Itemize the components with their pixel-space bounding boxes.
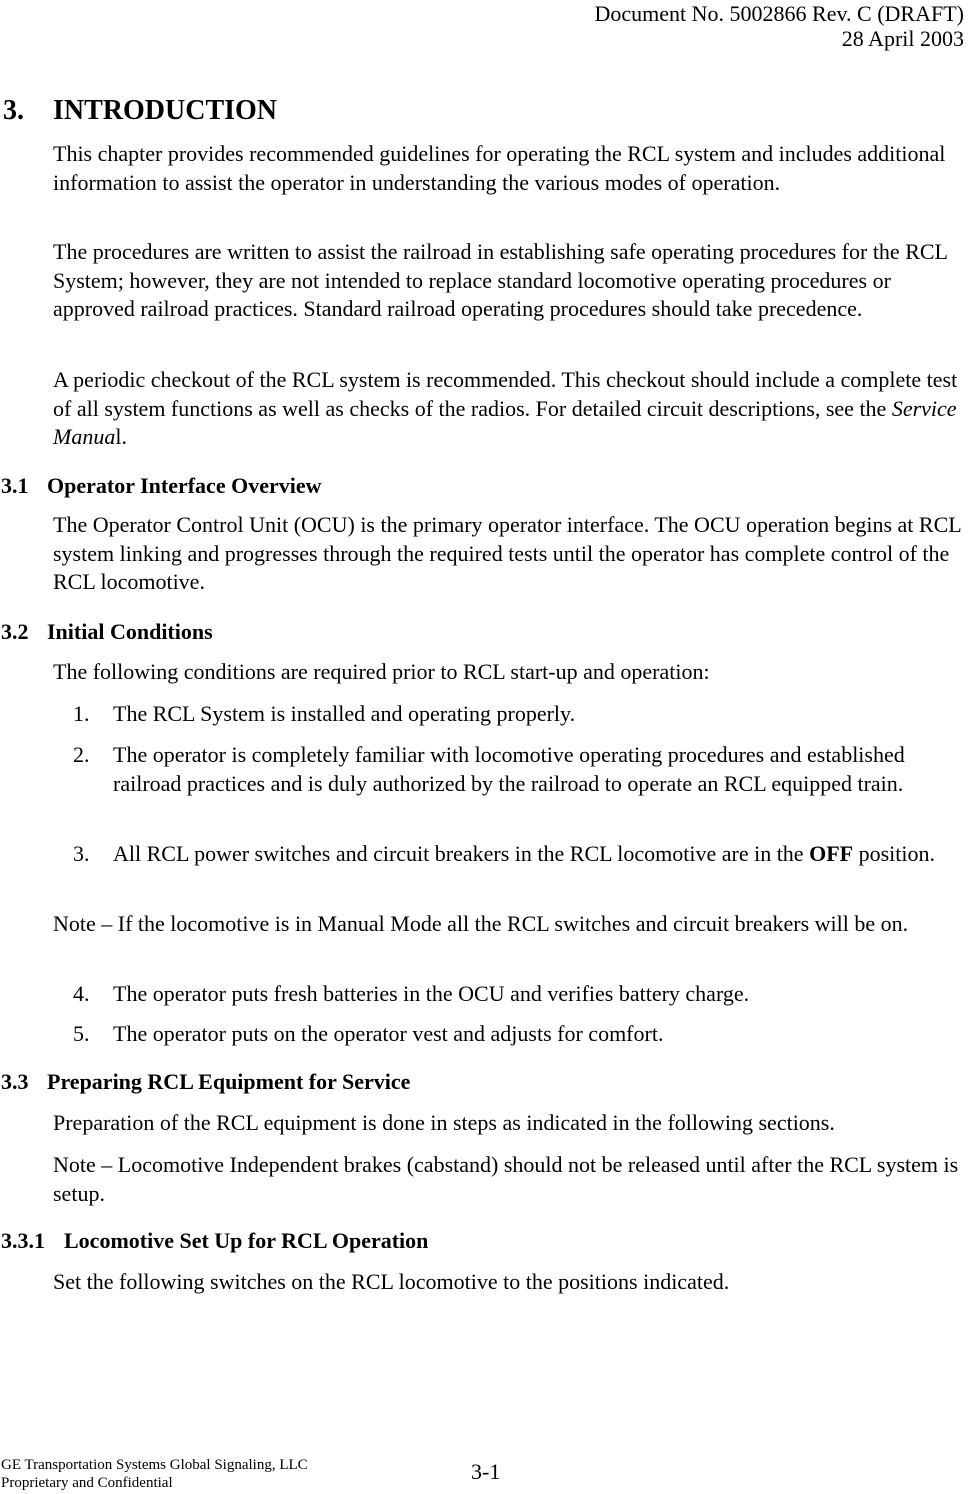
manual-mode-note: Note – If the locomotive is in Manual Mode all the RCL switches and circuit breakers will be on. bbox=[53, 911, 909, 936]
header-document-number: Document No. 5002866 Rev. C (DRAFT) bbox=[594, 1, 964, 26]
list-item: 3. All RCL power switches and circuit breakers in the RCL locomotive are in the OFF position. bbox=[73, 841, 935, 866]
list-item: 1. The RCL System is installed and operating properly. bbox=[73, 701, 576, 726]
section-heading-3-3-1: 3.3.1 Locomotive Set Up for RCL Operation bbox=[1, 1228, 429, 1253]
page-number: 3-1 bbox=[471, 1459, 501, 1484]
section-3-2-intro: The following conditions are required prior to RCL start-up and operation: bbox=[53, 659, 710, 684]
intro-paragraph-1: This chapter provides recommended guidelines for operating the RCL system and includes additional information to assist the operator in understanding the various modes of operation. bbox=[53, 141, 946, 195]
service-manual-reference: Service Manua bbox=[53, 395, 957, 449]
section-heading-3-1: 3.1 Operator Interface Overview bbox=[1, 473, 322, 498]
list-item: 2. The operator is completely familiar with locomotive operating procedures and established railroad practices and is duly authorized by the railroad to operate an RCL equipped train. bbox=[73, 742, 905, 796]
off-position-label: OFF bbox=[809, 841, 854, 866]
section-3-3-1-paragraph: Set the following switches on the RCL locomotive to the positions indicated. bbox=[53, 1269, 730, 1294]
intro-paragraph-2: The procedures are written to assist the railroad in establishing safe operating procedures for the RCL System; however, they are not intended to replace standard locomotive operating procedures or approved railroad practices. Standard railroad operating procedures should take precedence. bbox=[53, 239, 948, 321]
chapter-heading bbox=[3, 94, 277, 128]
intro-paragraph-3: A periodic checkout of the RCL system is recommended. This checkout should include a complete test of all system functions as well as checks of the radios. For detailed circuit descriptions, see the Service Manual. bbox=[53, 367, 958, 449]
footer-company: GE Transportation Systems Global Signaling, LLC bbox=[1, 1457, 308, 1473]
chapter-number: 3. bbox=[3, 95, 24, 126]
section-heading-3-2: 3.2 Initial Conditions bbox=[1, 619, 213, 644]
brakes-note: Note – Locomotive Independent brakes (cabstand) should not be released until after the RCL system is setup. bbox=[53, 1152, 959, 1206]
chapter-title: INTRODUCTION bbox=[53, 95, 278, 126]
header-date: 28 April 2003 bbox=[841, 26, 964, 51]
footer-confidentiality: Proprietary and Confidential bbox=[1, 1475, 173, 1491]
list-item: 5. The operator puts on the operator vest and adjusts for comfort. bbox=[73, 1021, 664, 1046]
section-3-3-paragraph: Preparation of the RCL equipment is done in steps as indicated in the following sections. bbox=[53, 1110, 835, 1135]
section-3-1-paragraph: The Operator Control Unit (OCU) is the primary operator interface. The OCU operation begins at RCL system linking and progresses through the required tests until the operator has complete control of the RCL locomotive. bbox=[53, 512, 961, 594]
section-heading-3-3: 3.3 Preparing RCL Equipment for Service bbox=[1, 1069, 411, 1094]
list-item: 4. The operator puts fresh batteries in the OCU and verifies battery charge. bbox=[73, 981, 750, 1006]
